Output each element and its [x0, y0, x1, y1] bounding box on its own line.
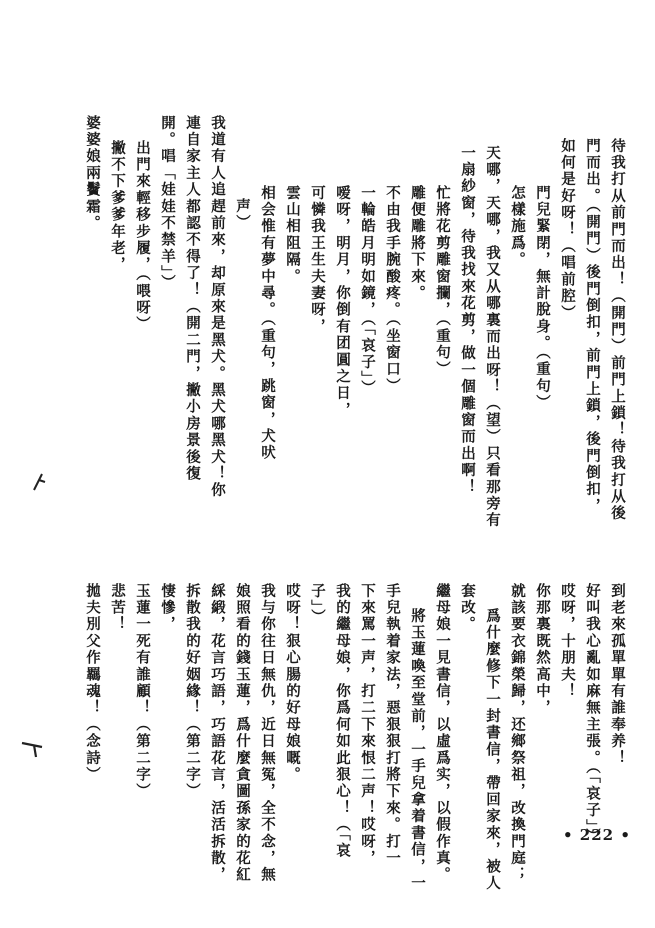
text-column: 相会惟有夢中尋。（重句，跳窗，犬吠 — [259, 185, 276, 462]
text-column: 雕便雕將下來。 — [409, 185, 426, 302]
text-column: 就該要衣錦榮歸，还鄉祭祖，改換門庭； — [509, 583, 526, 884]
text-column: 繼母娘一見書信，以虛爲实，以假作真。 — [434, 583, 451, 884]
text-column: 我与你往日無仇，近日無冤，全不念，無 — [259, 583, 276, 884]
text-column: 手兒執着家法，惡狠狠打將下來。打一 — [384, 583, 401, 867]
text-column: 連自家主人都認不得了！（開二門，撇小房景後復 — [184, 115, 201, 483]
text-column: 爲什麼修下一封書信，帶回家來，被人 — [484, 608, 501, 892]
text-column: 門而出。（開門）後門倒扣，前門上鎖，後門倒扣， — [584, 138, 601, 515]
text-column: 到老來孤單單有誰奉养！ — [609, 583, 626, 767]
text-column: 我道有人追趕前來，却原來是黑犬。黑犬哪黑犬！你 — [209, 115, 226, 500]
scan-mark-icon — [20, 735, 46, 761]
text-column: 我的繼母娘，你爲何如此狠心！（「哀 — [334, 583, 351, 860]
text-column: 撇不下爹爹年老， — [109, 140, 126, 274]
text-column: 一扇紗窗，待我找來花剪，做一個雕窗而出啊！ — [459, 145, 476, 496]
text-column: 天哪，天哪，我又从哪裏而出呀！（望）只看那旁有 — [484, 145, 501, 530]
text-column: 出門來輕移步履，（喂呀） — [134, 140, 151, 334]
text-column: 門兒緊閉，無計脫身。（重句） — [534, 185, 551, 412]
text-column: 悽慘， — [159, 583, 176, 634]
text-column: 開。唱「娃娃不禁羊」） — [159, 115, 176, 292]
text-column: 声） — [234, 198, 251, 232]
text-column: 如何是好呀！（唱前腔） — [559, 138, 576, 322]
text-column: 子」） — [309, 583, 326, 626]
text-column: 綵緞，花言巧語，巧語花言，活活拆散， — [209, 583, 226, 884]
text-column: 將玉蓮喚至堂前，一手兒拿着書信，一 — [409, 608, 426, 892]
text-column: 套改。 — [459, 583, 476, 634]
text-column: 怎樣施爲。 — [509, 185, 526, 269]
text-column: 可憐我王生夫妻呀， — [309, 185, 326, 336]
text-column: 好叫我心亂如麻無主張。（「哀子」） — [584, 583, 601, 846]
text-column: 嗳呀，明月，你倒有团圓之日， — [334, 185, 351, 419]
text-column: 悲苦！ — [109, 583, 126, 634]
text-column: 玉蓮一死有誰顧！（第二字） — [134, 583, 151, 801]
text-column: 拆散我的好姻緣！（第二字） — [184, 583, 201, 801]
text-column: 一輪皓月明如鏡，（「哀子」） — [359, 185, 376, 398]
page-number: • 222 • — [563, 826, 631, 844]
scan-mark-icon — [30, 470, 50, 494]
text-column: 下來罵一声，打二下來恨二声！哎呀， — [359, 583, 376, 867]
text-column: 待我打从前門而出！（開門）前門上鎖！待我打从後 — [609, 138, 626, 523]
text-column: 不由我手腕酸疼。（坐窗口） — [384, 185, 401, 395]
text-column: 哎呀！狠心腸的好母娘嘅。 — [284, 583, 301, 784]
text-column: 忙將花剪雕窗攔，（重句） — [434, 185, 451, 379]
text-column: 雲山相阻隔。 — [284, 185, 301, 286]
text-column: 娘照看的錢玉蓮，爲什麼貪圖孫家的花紅 — [234, 583, 251, 884]
text-column: 婆婆娘兩鬢霜。 — [84, 115, 101, 232]
text-column: 拋夫別父作羈魂！（念詩） — [84, 583, 101, 784]
text-column: 你那裏既然高中， — [534, 583, 551, 717]
text-column: 哎呀，十朋夫！ — [559, 583, 576, 700]
